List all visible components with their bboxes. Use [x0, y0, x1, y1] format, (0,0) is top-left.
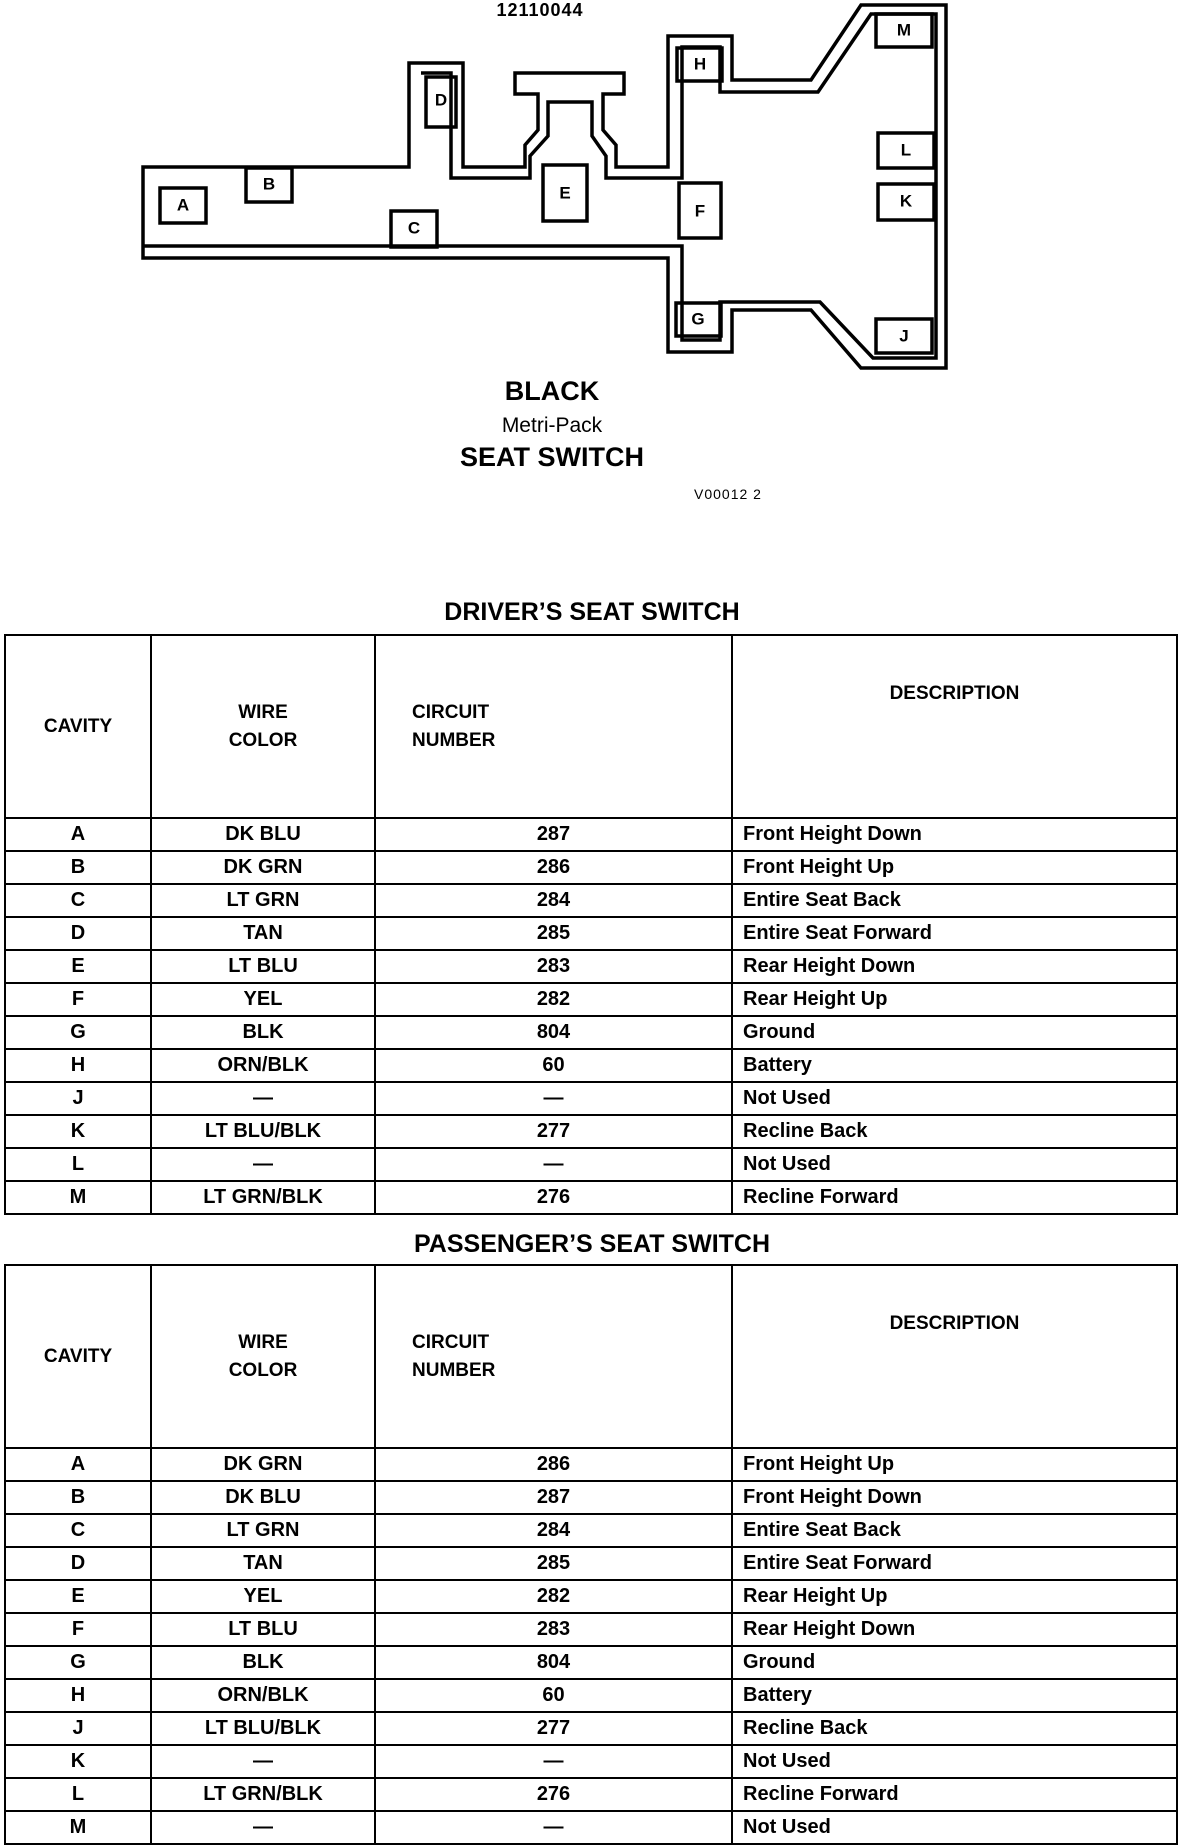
circuit-number-cell: 286: [375, 1448, 732, 1481]
description-cell: Battery: [732, 1679, 1177, 1712]
description-cell: Not Used: [732, 1082, 1177, 1115]
cavity-cell: H: [5, 1049, 151, 1082]
cavity-label-a: A: [176, 195, 190, 215]
table-row: [5, 1082, 1177, 1115]
passenger-seat-switch-table: [4, 1264, 1178, 1845]
table-row: [5, 818, 1177, 851]
description-cell: Front Height Up: [732, 1448, 1177, 1481]
connector-part-number: 12110044: [496, 0, 584, 20]
table-row: [5, 1745, 1177, 1778]
wire-color-cell: LT GRN: [151, 1514, 375, 1547]
connector-name: SEAT SWITCH: [460, 442, 644, 472]
circuit-number-cell: —: [375, 1082, 732, 1115]
circuit-number-cell: 283: [375, 1613, 732, 1646]
wire-color-cell: —: [151, 1745, 375, 1778]
cavity-cell: A: [5, 818, 151, 851]
cavity-label-d: D: [434, 90, 448, 110]
circuit-number-cell: 283: [375, 950, 732, 983]
connector-color: BLACK: [504, 376, 600, 406]
cavity-label-f: F: [694, 201, 706, 221]
table-row: [5, 884, 1177, 917]
description-cell: Rear Height Up: [732, 1580, 1177, 1613]
circuit-number-cell: 286: [375, 851, 732, 884]
circuit-number-cell: —: [375, 1811, 732, 1844]
table-row: [5, 917, 1177, 950]
circuit-number-cell: 60: [375, 1679, 732, 1712]
circuit-number-cell: 287: [375, 1481, 732, 1514]
description-cell: Entire Seat Forward: [732, 1547, 1177, 1580]
table-row: [5, 1448, 1177, 1481]
wire-color-cell: BLK: [151, 1016, 375, 1049]
circuit-number-cell: 60: [375, 1049, 732, 1082]
figure-code: V00012 2: [694, 486, 762, 502]
description-cell: Front Height Down: [732, 818, 1177, 851]
cavity-label-c: C: [407, 218, 421, 238]
table-row: [5, 1613, 1177, 1646]
wire-color-cell: LT GRN/BLK: [151, 1778, 375, 1811]
table-row: [5, 1712, 1177, 1745]
description-cell: Ground: [732, 1646, 1177, 1679]
cavity-cell: K: [5, 1745, 151, 1778]
description-cell: Recline Forward: [732, 1181, 1177, 1214]
circuit-number-cell: 277: [375, 1115, 732, 1148]
description-cell: Rear Height Down: [732, 950, 1177, 983]
cavity-cell: E: [5, 950, 151, 983]
cavity-cell: J: [5, 1712, 151, 1745]
circuit-number-cell: 285: [375, 917, 732, 950]
wire-color-cell: ORN/BLK: [151, 1679, 375, 1712]
cavity-cell: B: [5, 1481, 151, 1514]
wire-color-cell: —: [151, 1811, 375, 1844]
wire-color-cell: DK BLU: [151, 818, 375, 851]
wire-color-cell: LT BLU: [151, 950, 375, 983]
cavity-cell: G: [5, 1016, 151, 1049]
circuit-number-cell: 284: [375, 1514, 732, 1547]
cavity-cell: E: [5, 1580, 151, 1613]
circuit-number-cell: 276: [375, 1778, 732, 1811]
cavity-cell: C: [5, 1514, 151, 1547]
cavity-cell: M: [5, 1181, 151, 1214]
passenger-table-header-row: [5, 1265, 1177, 1448]
description-cell: Entire Seat Forward: [732, 917, 1177, 950]
cavity-cell: J: [5, 1082, 151, 1115]
description-cell: Not Used: [732, 1811, 1177, 1844]
cavity-label-j: J: [899, 326, 909, 346]
table-row: [5, 1115, 1177, 1148]
circuit-number-cell: 287: [375, 818, 732, 851]
cavity-cell: G: [5, 1646, 151, 1679]
cavity-cell: H: [5, 1679, 151, 1712]
wire-color-cell: DK BLU: [151, 1481, 375, 1514]
connector-type: Metri-Pack: [501, 414, 603, 437]
table-row: [5, 1016, 1177, 1049]
wire-color-cell: LT BLU: [151, 1613, 375, 1646]
circuit-number-cell: 285: [375, 1547, 732, 1580]
circuit-number-cell: —: [375, 1745, 732, 1778]
wire-color-cell: —: [151, 1082, 375, 1115]
cavity-cell: L: [5, 1778, 151, 1811]
circuit-number-cell: 284: [375, 884, 732, 917]
cavity-cell: C: [5, 884, 151, 917]
wire-color-cell: LT GRN: [151, 884, 375, 917]
circuit-number-cell: 277: [375, 1712, 732, 1745]
cavity-label-e: E: [559, 183, 571, 203]
description-cell: Recline Back: [732, 1712, 1177, 1745]
wire-color-cell: LT BLU/BLK: [151, 1712, 375, 1745]
circuit-number-cell: 276: [375, 1181, 732, 1214]
description-cell: Entire Seat Back: [732, 884, 1177, 917]
cavity-cell: F: [5, 1613, 151, 1646]
wire-color-cell: YEL: [151, 1580, 375, 1613]
table-row: [5, 950, 1177, 983]
cavity-label-h: H: [693, 54, 707, 74]
table-row: [5, 1181, 1177, 1214]
table-row: [5, 983, 1177, 1016]
wire-color-cell: LT GRN/BLK: [151, 1181, 375, 1214]
cavity-label-m: M: [896, 20, 912, 40]
table-row: [5, 1679, 1177, 1712]
header-wire-color: WIRE COLOR: [151, 1265, 375, 1448]
description-cell: Battery: [732, 1049, 1177, 1082]
wire-color-cell: YEL: [151, 983, 375, 1016]
cavity-label-g: G: [691, 309, 705, 329]
table-row: [5, 1778, 1177, 1811]
header-description: DESCRIPTION: [732, 1265, 1177, 1448]
cavity-cell: L: [5, 1148, 151, 1181]
wire-color-cell: BLK: [151, 1646, 375, 1679]
cavity-cell: M: [5, 1811, 151, 1844]
circuit-number-cell: 804: [375, 1646, 732, 1679]
cavity-cell: K: [5, 1115, 151, 1148]
wire-color-cell: TAN: [151, 917, 375, 950]
wire-color-cell: LT BLU/BLK: [151, 1115, 375, 1148]
connector-face-diagram: [0, 0, 1184, 380]
description-cell: Front Height Down: [732, 1481, 1177, 1514]
header-cavity: CAVITY: [5, 635, 151, 818]
table-row: [5, 851, 1177, 884]
table-row: [5, 1481, 1177, 1514]
wire-color-cell: DK GRN: [151, 1448, 375, 1481]
description-cell: Entire Seat Back: [732, 1514, 1177, 1547]
header-circuit-number: CIRCUIT NUMBER: [375, 635, 732, 818]
description-cell: Not Used: [732, 1148, 1177, 1181]
table-row: [5, 1646, 1177, 1679]
description-cell: Rear Height Down: [732, 1613, 1177, 1646]
header-circuit-number: CIRCUIT NUMBER: [375, 1265, 732, 1448]
description-cell: Recline Forward: [732, 1778, 1177, 1811]
wire-color-cell: —: [151, 1148, 375, 1181]
wire-color-cell: TAN: [151, 1547, 375, 1580]
circuit-number-cell: 282: [375, 983, 732, 1016]
driver-seat-switch-table: [4, 634, 1178, 1215]
circuit-number-cell: —: [375, 1148, 732, 1181]
table-row: [5, 1811, 1177, 1844]
table-row: [5, 1580, 1177, 1613]
header-wire-color: WIRE COLOR: [151, 635, 375, 818]
table-row: [5, 1547, 1177, 1580]
circuit-number-cell: 282: [375, 1580, 732, 1613]
description-cell: Recline Back: [732, 1115, 1177, 1148]
circuit-number-cell: 804: [375, 1016, 732, 1049]
table-row: [5, 1148, 1177, 1181]
cavity-cell: B: [5, 851, 151, 884]
description-cell: Not Used: [732, 1745, 1177, 1778]
cavity-label-b: B: [262, 174, 276, 194]
cavity-label-l: L: [900, 140, 912, 160]
table-row: [5, 1514, 1177, 1547]
wire-color-cell: ORN/BLK: [151, 1049, 375, 1082]
header-cavity: CAVITY: [5, 1265, 151, 1448]
wire-color-cell: DK GRN: [151, 851, 375, 884]
header-description: DESCRIPTION: [732, 635, 1177, 818]
passenger-table-title: PASSENGER’S SEAT SWITCH: [413, 1230, 771, 1258]
description-cell: Ground: [732, 1016, 1177, 1049]
cavity-cell: D: [5, 917, 151, 950]
cavity-cell: D: [5, 1547, 151, 1580]
driver-table-title: DRIVER’S SEAT SWITCH: [444, 598, 740, 626]
description-cell: Front Height Up: [732, 851, 1177, 884]
cavity-cell: A: [5, 1448, 151, 1481]
table-row: [5, 1049, 1177, 1082]
description-cell: Rear Height Up: [732, 983, 1177, 1016]
cavity-label-k: K: [899, 191, 913, 211]
cavity-cell: F: [5, 983, 151, 1016]
driver-table-header-row: [5, 635, 1177, 818]
